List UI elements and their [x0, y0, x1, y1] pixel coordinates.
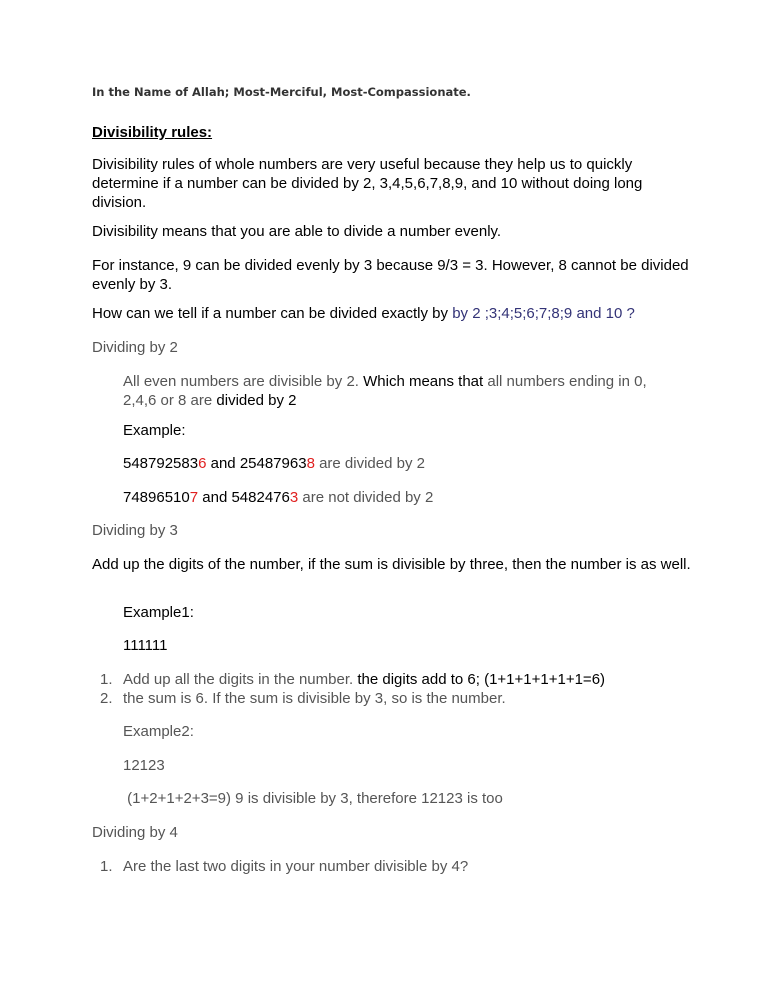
definition-paragraph: Divisibility means that you are able to divide a number evenly.: [92, 223, 502, 240]
by2-ex2-mid: and: [198, 489, 232, 506]
by3-step-1: [100, 670, 605, 689]
by4-step-1-text: Are the last two digits in your number divisible by 4?: [123, 858, 469, 875]
by2-rule-c: all numbers ending in 0, 2,4,6 or 8 are: [123, 373, 647, 409]
by2-ex1-number-1: 548792583: [123, 455, 199, 472]
by2-rule-b: Which means that: [363, 373, 484, 390]
by3-example1-label: Example1:: [123, 604, 194, 621]
by3-example2-number: 12123: [123, 757, 165, 774]
by4-step-1: [100, 857, 468, 876]
by2-example-label: Example:: [123, 422, 186, 439]
by2-ex1-tail: are divided by 2: [314, 455, 425, 472]
by2-ex2-number-1: 74896510: [123, 489, 190, 506]
by3-step-2-num: 2.: [100, 690, 113, 707]
by2-rule-a: All even numbers are divisible by 2.: [123, 373, 364, 390]
by2-ex1-mid: and: [206, 455, 240, 472]
by3-rule: Add up the digits of the number, if the sum is divisible by three, then the number is as well.: [92, 556, 691, 573]
by2-ex2-tail: are not divided by 2: [298, 489, 434, 506]
question-text: How can we tell if a number can be divided exactly by: [92, 305, 453, 322]
by2-ex2-digit-1: 7: [189, 489, 199, 506]
by2-example-2: [123, 488, 433, 507]
page-title: Divisibility rules:: [92, 124, 213, 141]
question-paragraph: [92, 304, 635, 323]
by3-example2-calc: (1+2+1+2+3=9) 9 is divisible by 3, therefore 12123 is too: [123, 790, 503, 807]
by3-example1-number: 111111: [123, 637, 168, 654]
by2-ex1-digit-2: 8: [306, 455, 315, 472]
by3-example2-label: Example2:: [123, 723, 194, 740]
by2-example-1: [123, 454, 425, 473]
heading-dividing-by-3: Dividing by 3: [92, 522, 178, 539]
intro-paragraph: Divisibility rules of whole numbers are very useful because they help us to quickly determine if a number can be divided by 2, 3,4,5,6,7,8,9, and 10 without doing long division.: [92, 156, 643, 211]
by2-rule-d: divided by 2: [216, 392, 297, 409]
heading-dividing-by-2: Dividing by 2: [92, 339, 178, 356]
by2-rule: [123, 372, 663, 410]
by3-step-1-text-a: Add up all the digits in the number.: [123, 671, 358, 688]
header-line: In the Name of Allah; Most-Merciful, Most-Compassionate.: [92, 85, 471, 99]
heading-dividing-by-4: Dividing by 4: [92, 824, 178, 841]
by2-ex2-digit-2: 3: [289, 489, 299, 506]
by3-step-1-num: 1.: [100, 671, 113, 688]
by2-ex1-digit-1: 6: [198, 455, 207, 472]
instance-paragraph: For instance, 9 can be divided evenly by 3 because 9/3 = 3. However, 8 cannot be divided evenly by 3.: [92, 257, 689, 293]
question-highlight: by 2 ;3;4;5;6;7;8;9 and 10 ?: [452, 305, 635, 322]
by3-step-2: [100, 689, 506, 708]
by3-step-1-text-b: the digits add to 6; (1+1+1+1+1+1=6): [357, 671, 606, 688]
by3-step-2-text: the sum is 6. If the sum is divisible by 3, so is the number.: [123, 690, 506, 707]
by4-step-1-num: 1.: [100, 858, 113, 875]
by2-ex2-number-2: 5482476: [231, 489, 290, 506]
by2-ex1-number-2: 25487963: [239, 455, 307, 472]
